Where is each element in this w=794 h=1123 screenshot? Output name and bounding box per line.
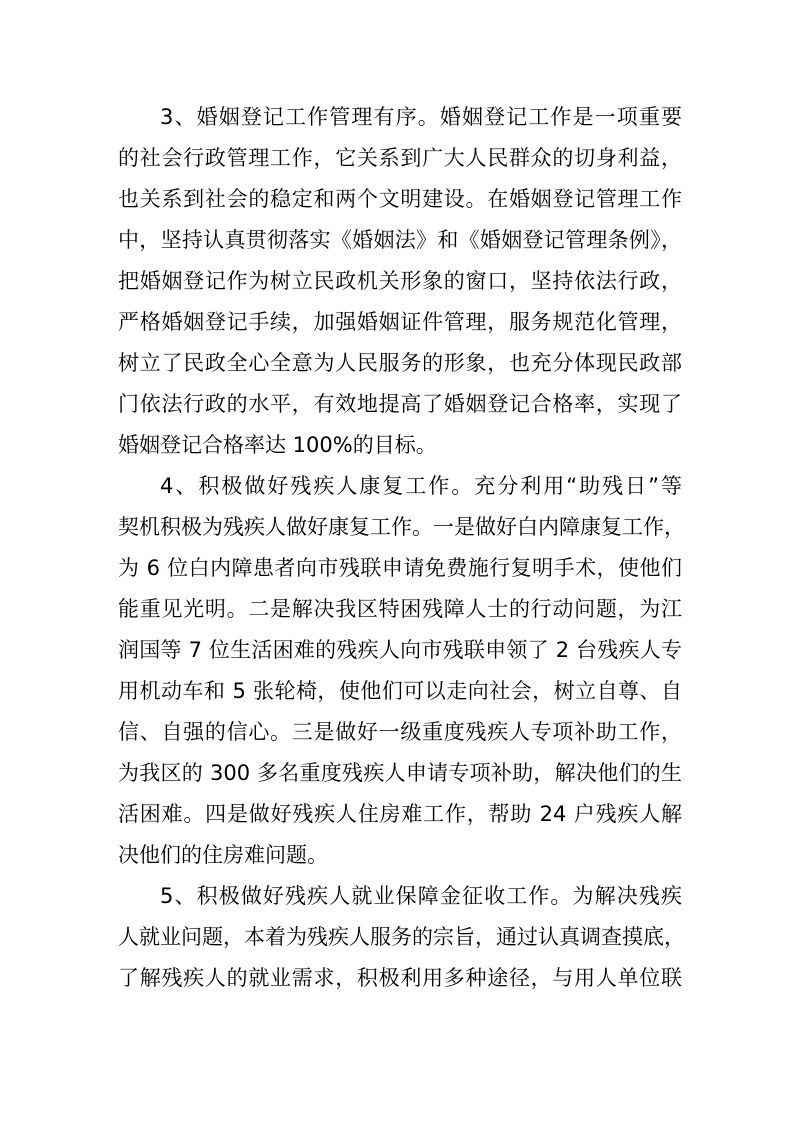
paragraph-1-line-4: 中，坚持认真贯彻落实《婚姻法》和《婚姻登记管理条例》， — [118, 228, 682, 252]
paragraph-2-line-5: 润国等 7 位生活困难的残疾人向市残联申领了 2 台残疾人专 — [118, 638, 682, 662]
paragraph-1-line-2: 的社会行政管理工作，它关系到广大人民群众的切身利益， — [118, 146, 682, 170]
paragraph-3-line-1: 5、积极做好残疾人就业保障金征收工作。为解决残疾 — [160, 884, 682, 908]
paragraph-1-line-8: 门依法行政的水平，有效地提高了婚姻登记合格率，实现了 — [118, 392, 682, 416]
paragraph-3-line-2: 人就业问题，本着为残疾人服务的宗旨，通过认真调查摸底， — [118, 925, 685, 949]
paragraph-2-line-8: 为我区的 300 多名重度残疾人申请专项补助，解决他们的生 — [118, 761, 682, 785]
paragraph-3-line-3: 了解残疾人的就业需求，积极利用多种途径，与用人单位联 — [118, 966, 682, 990]
paragraph-2-line-2: 契机积极为残疾人做好康复工作。一是做好白内障康复工作， — [118, 515, 685, 539]
paragraph-1-line-7: 树立了民政全心全意为人民服务的形象，也充分体现民政部 — [118, 351, 682, 375]
paragraph-2-line-10: 决他们的住房难问题。 — [118, 843, 328, 867]
paragraph-2-line-7: 信、自强的信心。三是做好一级重度残疾人专项补助工作， — [118, 720, 682, 744]
paragraph-1-line-9: 婚姻登记合格率达 100%的目标。 — [118, 433, 437, 457]
paragraph-2-line-3: 为 6 位白内障患者向市残联申请免费施行复明手术，使他们 — [118, 556, 682, 580]
paragraph-1-line-3: 也关系到社会的稳定和两个文明建设。在婚姻登记管理工作 — [118, 187, 682, 211]
paragraph-1-line-6: 严格婚姻登记手续，加强婚姻证件管理，服务规范化管理， — [118, 310, 682, 334]
paragraph-1-line-5: 把婚姻登记作为树立民政机关形象的窗口，坚持依法行政， — [118, 269, 682, 293]
paragraph-2-line-9: 活困难。四是做好残疾人住房难工作，帮助 24 户残疾人解 — [118, 802, 682, 826]
paragraph-2-line-1: 4、积极做好残疾人康复工作。充分利用“助残日”等 — [160, 474, 682, 498]
paragraph-2-line-6: 用机动车和 5 张轮椅，使他们可以走向社会，树立自尊、自 — [118, 679, 682, 703]
paragraph-2-line-4: 能重见光明。二是解决我区特困残障人士的行动问题，为江 — [118, 597, 682, 621]
paragraph-1-line-1: 3、婚姻登记工作管理有序。婚姻登记工作是一项重要 — [160, 105, 682, 129]
